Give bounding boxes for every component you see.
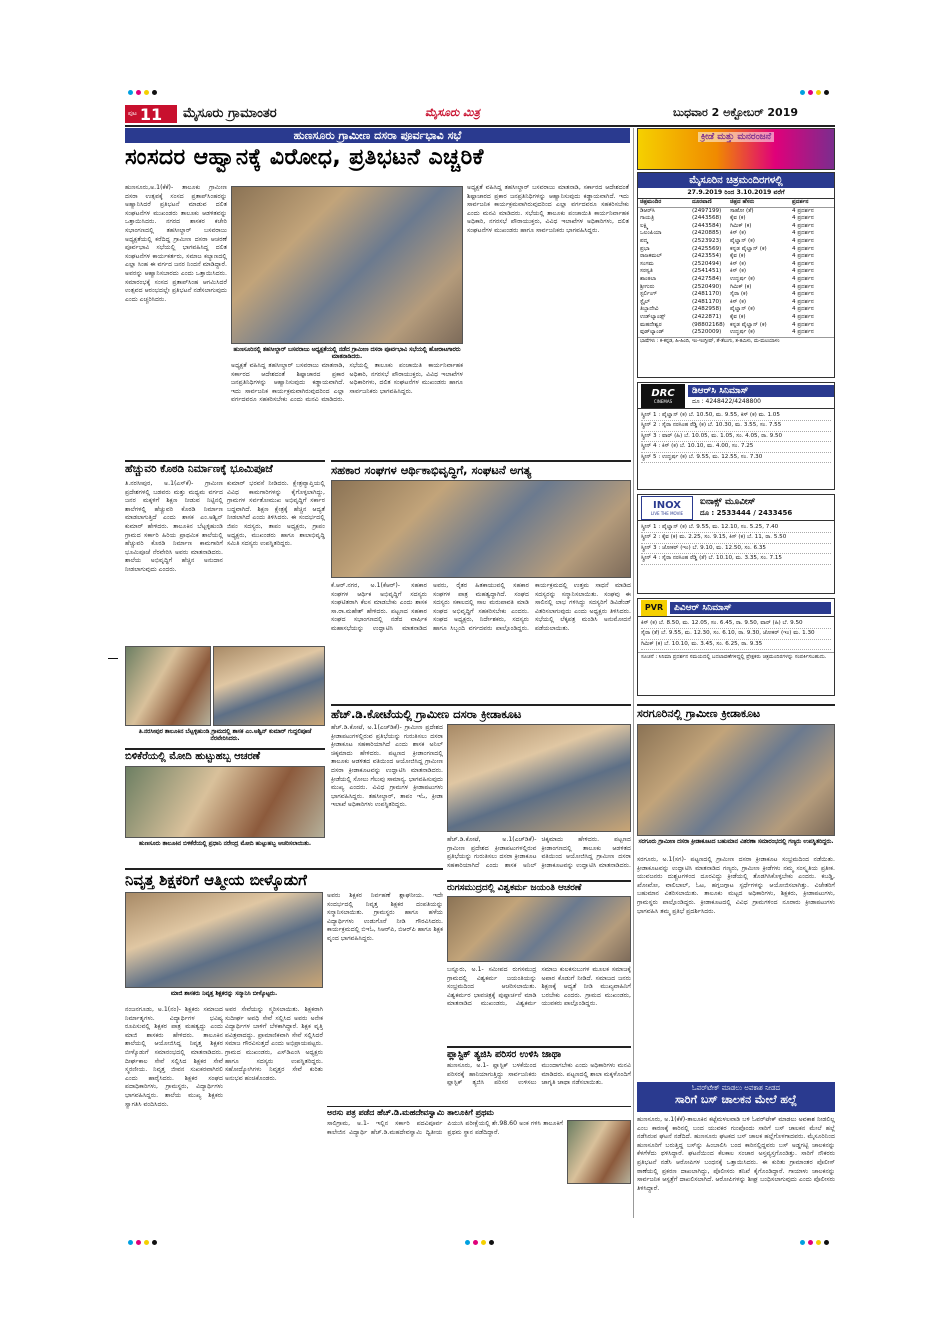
cinema-theatre: ಶಾಂತಲಾ xyxy=(640,275,657,282)
cinema-shows: 4 ಪ್ರದರ್ಶನ xyxy=(792,275,814,282)
hosp-caption: ತಿ.ನರಸೀಪುರ ತಾಲೂಕಿನ ಬೆಟ್ಟಳ್ಳಿಹುಂಡಿ ಗ್ರಾಮದಲ್ಲಿ ಶಾಸಕ ಎಂ.ಅಶ್ವಿನ್ ಕುಮಾರ್ ಗುದ್ದಲಿಪೂಜೆ ನೆರವೇರಿಸಿದರು. xyxy=(138,729,312,743)
drc-showtime-line: ಸ್ಕ್ರೀನ್ 3 : ವಾರ್ (ಹಿ) ಬೆ. 10.05, ಮ. 1.05, ಸಂ. 4.05, ರಾ. 9.50 xyxy=(641,432,831,442)
teachers-headline: ನಿವೃತ್ತ ಶಿಕ್ಷಕರಿಗೆ ಆತ್ಮೀಯ ಬೀಳ್ಕೊಡುಗೆ xyxy=(125,868,443,889)
cinema-theatre: ಸ್ಟರ್ಲಿಂಗ್ xyxy=(640,291,658,298)
cinema-row xyxy=(640,208,832,216)
cinema-phone: (2425569) xyxy=(692,245,722,252)
teachers-body-3: ಅವರು ಶಿಕ್ಷಕರ ನಿರ್ವಹಣೆ ಶ್ಲಾಘನೀಯ. ಇದೇ ಸಂದರ್ಭದಲ್ಲಿ ನಿವೃತ್ತ ಶಿಕ್ಷಕರ ದಂಪತಿಯನ್ನು ಸನ್ಮಾನಿಸಲಾಯಿತು. ಗ್ರಾಮಸ್ಥರು ಹಾಗೂ ಹಳೆಯ ವಿದ್ಯಾರ್ಥಿಗಳು ಉಡುಗೊರೆ ನೀಡಿ ಗೌರವಿಸಿದರು. ಕಾರ್ಯಕ್ರಮದಲ್ಲಿ ಬಿಇಓ, ಸಿಆರ್‌ಪಿ, ಬಿಆರ್‌ಪಿ ಹಾಗೂ ಶಿಕ್ಷಕ ವೃಂದ ಭಾಗವಹಿಸಿದ್ದರು. xyxy=(327,892,443,942)
inox-logo xyxy=(641,496,693,520)
cinema-film: ಕೈವ (ಕ) xyxy=(730,313,746,320)
cinema-theatre: ವುಡ್‌ಲ್ಯಾಂಡ್ xyxy=(640,329,665,336)
sports-banner xyxy=(637,128,835,170)
sargur-headline: ಸರಗೂರಿನಲ್ಲಿ ಗ್ರಾಮೀಣ ಕ್ರೀಡಾಕೂಟ xyxy=(637,704,835,720)
cinema-film: ಕೈವ (ಕ) xyxy=(730,253,746,260)
cinema-film: ಕಿಸ್ (ಕ) xyxy=(730,268,747,275)
cinema-row xyxy=(640,306,832,314)
cinema-theatre: ತಿಬ್ಬಾದೇವಿ xyxy=(640,306,659,313)
cinema-phone: (2497199) xyxy=(692,207,722,214)
cinema-shows: 4 ಪ್ರದರ್ಶನ xyxy=(792,222,814,229)
cinema-film: ಕಿಸ್ (ಕ) xyxy=(730,260,747,267)
cinema-phone: (2520009) xyxy=(692,329,722,336)
teachers-body-2: ಅವರ ಸೇವೆಯನ್ನು ಸ್ಮರಿಸಲಾಯಿತು. ಶಿಕ್ಷಕರಾಗಿ ಸುದೀರ್ಘ ಅವಧಿ ಸೇವೆ ಸಲ್ಲಿಸಿದ ಅವರು ಅನೇಕ ವಿದ್ಯಾರ್ಥಿಗಳ ಬಾಳಿಗೆ ಬೆಳಕಾಗಿದ್ದಾರೆ. ಶಿಕ್ಷಕ ವೃತ್ತಿ ಪವಿತ್ರವಾದದ್ದು. ಪ್ರಾಮಾಣಿಕವಾಗಿ ಸೇವೆ ಸಲ್ಲಿಸಿದರೆ ಸಮಾಜ ಗೌರವಿಸುತ್ತದೆ ಎಂದು ಅಭಿಪ್ರಾಯಪಟ್ಟರು. ಗ್ರಾಮದ ಮುಖಂಡರು, ಎಸ್‌ಡಿಎಂಸಿ ಅಧ್ಯಕ್ಷರು ಹಾಗೂ ಸದಸ್ಯರು ಉಪಸ್ಥಿತರಿದ್ದರು. ಸಹೋದ್ಯೋಗಿಗಳು ನಿವೃತ್ತರ ಸೇವೆ ಕುರಿತು ಅನುಭವ ಹಂಚಿಕೊಂಡರು. xyxy=(225,1006,323,1082)
cinema-listing xyxy=(637,172,835,378)
inox-logo-sub: LIVE THE MOVIE xyxy=(650,510,684,516)
cinema-theatre: ಲಕ್ಷ್ಮಿ xyxy=(640,222,649,229)
cinema-film: ಸಾಹೋ (ತೆ) xyxy=(730,207,754,214)
cinema-rows xyxy=(638,208,834,337)
registration-marks-bottom-mid xyxy=(465,1240,494,1245)
vishwakarma-headline: ರುಗಸಮುದ್ರದಲ್ಲಿ ವಿಶ್ವಕರ್ಮ ಜಯಂತಿ ಆಚರಣೆ xyxy=(447,880,631,893)
cinema-theatre: ಸಂಗಮ xyxy=(640,260,654,267)
crop-mark xyxy=(108,658,118,659)
inox-showtime-line: ಸ್ಕ್ರೀನ್ 1 : ಪೈಲ್ವಾನ್ (ಕ) ಬೆ. 9.55, ಮ. 12.10, ಸಂ. 5.25, 7.40 xyxy=(641,523,831,533)
cinema-shows: 4 ಪ್ರದರ್ಶನ xyxy=(792,321,814,328)
inox-phone: ದೂ : 2533444 / 2433456 xyxy=(700,509,793,517)
cinema-phone: (2520494) xyxy=(692,260,722,267)
cinema-row xyxy=(640,238,832,246)
coop-headline: ಸಹಕಾರ ಸಂಘಗಳ ಆರ್ಥಿಕಾಭಿವೃದ್ಧಿಗೆ, ಸಂಘಟನೆ ಅಗತ್ಯ xyxy=(331,460,631,476)
cinema-theatre: ಪದ್ಮ xyxy=(640,237,648,244)
cinema-film: ಕನ್ನಡ ಪೈಲ್ವಾನ್ (ಕ) xyxy=(730,321,767,328)
hosp-headline: ಹೆಚ್ಚುವರಿ ಕೊಠಡಿ ನಿರ್ಮಾಣಕ್ಕೆ ಭೂಮಿಪೂಜೆ xyxy=(125,460,325,475)
pvr-lines xyxy=(638,617,834,652)
cinema-theatre: ಪ್ರಭಾ xyxy=(640,245,650,252)
cinema-theatre: ಉಡ್‌ಲ್ಯಾಂಡ್ಸ್ xyxy=(640,313,666,320)
bus-headline-box xyxy=(637,1082,835,1112)
cinema-shows: 4 ಪ್ರದರ್ಶನ xyxy=(792,215,814,222)
cinema-row xyxy=(640,276,832,284)
cinema-row xyxy=(640,230,832,238)
cinema-phone: (2482958) xyxy=(692,306,722,313)
sargur-caption: ಸರಗೂರು ಗ್ರಾಮೀಣ ದಸರಾ ಕ್ರೀಡಾಕೂಟದ ಬಹುಮಾನ ವಿತರಣಾ ಸಮಾರಂಭದಲ್ಲಿ ಗಣ್ಯರು ಉಪಸ್ಥಿತರಿದ್ದರು. xyxy=(638,839,834,845)
cinema-theatre: ಸರಸ್ವತಿ xyxy=(640,268,653,275)
cinema-shows: 4 ಪ್ರದರ್ಶನ xyxy=(792,329,814,336)
cinema-shows: 4 ಪ್ರದರ್ಶನ xyxy=(792,230,814,237)
cinema-row xyxy=(640,268,832,276)
cinema-phone: (2443568) xyxy=(692,215,722,222)
teachers-body: ನಂಜನಗೂಡು, ಅ.1(ನಂ)- ಶಿಕ್ಷಕರು ಸಮಾಜದ ನಿರ್ಮಾತೃಗಳು. ವಿದ್ಯಾರ್ಥಿಗಳ ಭವಿಷ್ಯ ರೂಪಿಸುವಲ್ಲಿ ಶಿಕ್ಷಕರ ಪಾತ್ರ ಮಹತ್ವದ್ದು ಎಂದು ಮಾಜಿ ಶಾಸಕರು ಹೇಳಿದರು. ತಾಲೂಕಿನ ಶಾಲೆಯಲ್ಲಿ ಆಯೋಜಿಸಿದ್ದ ನಿವೃತ್ತ ಶಿಕ್ಷಕರ ಬೀಳ್ಕೊಡುಗೆ ಸಮಾರಂಭದಲ್ಲಿ ಮಾತನಾಡಿದರು. ದೀರ್ಘಕಾಲ ಸೇವೆ ಸಲ್ಲಿಸಿದ ಶಿಕ್ಷಕರ ಸೇವೆ ಸ್ಮರಣೀಯ. ನಿವೃತ್ತ ಜೀವನ ಸುಖಕರವಾಗಿರಲಿ ಎಂದು ಹಾರೈಸಿದರು. ಶಿಕ್ಷಕರ ಸಂಘದ ಪದಾಧಿಕಾರಿಗಳು, ಗ್ರಾಮಸ್ಥರು, ವಿದ್ಯಾರ್ಥಿಗಳು ಭಾಗವಹಿಸಿದ್ದರು. ಶಾಲೆಯ ಮುಖ್ಯ ಶಿಕ್ಷಕರು ಸ್ವಾಗತಿಸಿ ವಂದಿಸಿದರು. xyxy=(125,1006,223,1108)
cinema-row xyxy=(640,329,832,337)
pvr-showtime-line: ಕಿಸ್ (ಕ) ಬೆ. 8.50, ಮ. 12.05, ಸಂ. 6.45, ರಾ. 9.50, ವಾರ್ (ಹಿ) ಬೆ. 9.50 xyxy=(641,619,831,629)
lead-body-mid: ಅಧ್ಯಕ್ಷತೆ ವಹಿಸಿದ್ದ ತಹಸೀಲ್ದಾರ್ ಬಸವರಾಜು ಮಾತನಾಡಿ, ಸರ್ಕಾರದ ಆದೇಶದಂತೆ ಶಿಷ್ಟಾಚಾರದ ಪ್ರಕಾರ ಜನಪ್ರತಿನಿಧಿಗಳನ್ನು ಆಹ್ವಾನಿಸುವುದು ಕಡ್ಡಾಯವಾಗಿದೆ. ಇದು ಸಾರ್ವಜನಿಕ ಕಾರ್ಯಕ್ರಮವಾಗಿರುವುದರಿಂದ ಎಲ್ಲಾ ವರ್ಗದವರೂ ಸಹಕರಿಸಬೇಕು ಎಂದು ಮನವಿ ಮಾಡಿದರು. ಸಭೆಯಲ್ಲಿ ತಾಲೂಕು ಪಂಚಾಯಿತಿ ಕಾರ್ಯನಿರ್ವಾಹಕ ಅಧಿಕಾರಿ, ನಗರಸಭೆ ಪೌರಾಯುಕ್ತರು, ವಿವಿಧ ಇಲಾಖೆಗಳ ಅಧಿಕಾರಿಗಳು, ದಲಿತ ಸಂಘಟನೆಗಳ ಮುಖಂಡರು ಹಾಗೂ ಸಾರ್ವಜನಿಕರು ಭಾಗವಹಿಸಿದ್ದರು. xyxy=(231,362,463,404)
cinema-shows: 4 ಪ್ರದರ್ಶನ xyxy=(792,245,814,252)
cinema-row xyxy=(640,246,832,254)
cinema-row xyxy=(640,215,832,223)
drc-logo-sub: CINEMAS xyxy=(653,398,673,404)
bilikere-caption: ಹುಣಸೂರು ತಾಲೂಕಿನ ಬಿಳಿಕೆರೆಯಲ್ಲಿ ಪ್ರಧಾನಿ ನರೇಂದ್ರ ಮೋದಿ ಹುಟ್ಟುಹಬ್ಬ ಆಚರಿಸಲಾಯಿತು. xyxy=(138,841,312,847)
cinema-phone: (2427584) xyxy=(692,275,722,282)
teachers-caption: ಮಾಜಿ ಶಾಸಕರು ನಿವೃತ್ತ ಶಿಕ್ಷಕರನ್ನು ಸನ್ಮಾನಿಸಿ ಬೀಳ್ಕೊಟ್ಟರು. xyxy=(170,991,278,997)
cinema-theatre: ಡಿಆರ್‌ಸಿ xyxy=(640,207,655,214)
plastic-body: ಹುಣಸೂರು, ಅ.1- ಪ್ಲಾಸ್ಟಿಕ್ ಬಳಕೆಯಿಂದ ಪರಿಸರಕ್ಕೆ ಹಾನಿಯಾಗುತ್ತಿದ್ದು ಸಾರ್ವಜನಿಕರು ಪ್ಲಾಸ್ಟಿಕ್ ತ್ಯಜಿಸಿ ಪರಿಸರ ಉಳಿಸಲು ಮುಂದಾಗಬೇಕು ಎಂದು ಅಧಿಕಾರಿಗಳು ಮನವಿ ಮಾಡಿದರು. ಪಟ್ಟಣದಲ್ಲಿ ಶಾಲಾ ಮಕ್ಕಳೊಂದಿಗೆ ಜಾಗೃತಿ ಜಾಥಾ ನಡೆಸಲಾಯಿತು. xyxy=(447,1062,631,1087)
sports-banner-title: ಕ್ರೀಡೆ ಮತ್ತು ಮನರಂಜನೆ xyxy=(698,132,774,142)
cinema-film: ಉದ್ಘರ್ಷ (ಕ) xyxy=(730,275,755,282)
sargur-photo xyxy=(637,724,835,836)
cinema-row xyxy=(640,223,832,231)
pvr-logo: PVR xyxy=(641,600,667,616)
cinema-shows: 4 ಪ್ರದರ್ಶನ xyxy=(792,268,814,275)
cinema-phone: (2523923) xyxy=(692,237,722,244)
cinema-header-row xyxy=(638,199,834,208)
page-label: ಪುಟ xyxy=(128,110,137,117)
cinema-phone: (98802168) xyxy=(692,321,725,328)
drc-logo xyxy=(641,384,685,408)
cinema-phone: (2423554) xyxy=(692,253,722,260)
drc-showtime-line: ಸ್ಕ್ರೀನ್ 2 : ಸೈರಾ ನರಸಿಂಹ ರೆಡ್ಡಿ (ಕ) ಬೆ. 10.30, ಮ. 3.55, ಸಂ. 7.55 xyxy=(641,421,831,431)
cinema-shows: 4 ಪ್ರದರ್ಶನ xyxy=(792,298,814,305)
inox-title: ಐನಾಕ್ಸ್ ಮೂವೀಸ್ xyxy=(700,497,756,507)
hosp-body-2: ಕುಮಾರ್ ಭರವಸೆ ನೀಡಿದರು. ಕ್ಷೇತ್ರವ್ಯಾಪ್ತಿಯಲ್ಲಿ ವಿವಿಧ ಕಾಮಗಾರಿಗಳನ್ನು ಕೈಗೊಳ್ಳಲಾಗಿದ್ದು, ಗ್ರಾಮಗಳ ಸರ್ವತೋಮುಖ ಅಭಿವೃದ್ಧಿಗೆ ಸರ್ಕಾರ ಬದ್ಧವಾಗಿದೆ. ಶಿಕ್ಷಣ ಕ್ಷೇತ್ರಕ್ಕೆ ಹೆಚ್ಚಿನ ಆದ್ಯತೆ ನೀಡಲಾಗಿದೆ ಎಂದು ತಿಳಿಸಿದರು. ಈ ಸಂದರ್ಭದಲ್ಲಿ ಜಿಪಂ ಸದಸ್ಯರು, ತಾಪಂ ಅಧ್ಯಕ್ಷರು, ಗ್ರಾಪಂ ಅಧ್ಯಕ್ಷರು, ಮುಖಂಡರು ಹಾಗೂ ಶಾಲಾಭಿವೃದ್ಧಿ ಸಮಿತಿ ಸದಸ್ಯರು ಉಪಸ್ಥಿತರಿದ್ದರು. xyxy=(227,480,325,548)
cinema-shows: 4 ಪ್ರದರ್ಶನ xyxy=(792,283,814,290)
bilikere-photo xyxy=(125,766,325,838)
cinema-film: ಕಿಸ್ (ಕ) xyxy=(730,298,747,305)
cinema-row xyxy=(640,314,832,322)
inox-lines xyxy=(638,521,834,567)
teachers-photo xyxy=(125,892,323,988)
cinema-range: 27.9.2019 ರಿಂದ 3.10.2019 ವರೆಗೆ xyxy=(638,188,834,199)
lead-caption: ಹುಣಸೂರಿನಲ್ಲಿ ತಹಸೀಲ್ದಾರ್ ಬಸವರಾಜು ಅಧ್ಯಕ್ಷತೆಯಲ್ಲಿ ನಡೆದ ಗ್ರಾಮೀಣ ದಸರಾ ಪೂರ್ವಭಾವಿ ಸಭೆಯಲ್ಲಿ ಹೋರಾಟಗಾರರು ಮಾತನಾಡಿದರು. xyxy=(233,347,461,361)
registration-marks-top-right xyxy=(800,90,829,95)
col-shows: ಪ್ರದರ್ಶನ xyxy=(792,199,809,205)
inox-box xyxy=(637,494,835,594)
lead-kicker: ಹುಣಸೂರು ಗ್ರಾಮೀಣ ದಸರಾ ಪೂರ್ವಭಾವಿ ಸಭೆ xyxy=(125,128,630,143)
cinema-row xyxy=(640,291,832,299)
drc-phone: ದೂ : 4248422/4248800 xyxy=(692,397,762,405)
cinema-film: ಗಿಮಿಕ್ (ಕ) xyxy=(730,283,752,290)
cinema-row xyxy=(640,261,832,269)
inox-logo-text: INOX xyxy=(653,499,681,511)
registration-marks-top-left xyxy=(128,90,157,95)
section-title: ಮೈಸೂರು ಗ್ರಾಮಾಂತರ xyxy=(183,106,277,121)
col-phone: ದೂರವಾಣಿ xyxy=(692,199,712,205)
cinema-title: ಮೈಸೂರಿನ ಚಿತ್ರಮಂದಿರಗಳಲ್ಲಿ xyxy=(638,173,834,188)
vishwakarma-body: ಬನ್ನೂರು, ಅ.1- ಸಮೀಪದ ರುಗಸಮುದ್ರ ಗ್ರಾಮದಲ್ಲಿ ವಿಶ್ವಕರ್ಮ ಜಯಂತಿಯನ್ನು ಸಂಭ್ರಮದಿಂದ ಆಚರಿಸಲಾಯಿತು. ವಿಶ್ವಕರ್ಮರ ಭಾವಚಿತ್ರಕ್ಕೆ ಪುಷ್ಪಾರ್ಚನೆ ಮಾಡಿ ಮಾತನಾಡಿದ ಮುಖಂಡರು, ವಿಶ್ವಕರ್ಮ ಸಮಾಜ ಕುಲಕಸುಬುಗಳ ಮೂಲಕ ಸಮಾಜಕ್ಕೆ ಅಪಾರ ಕೊಡುಗೆ ನೀಡಿದೆ. ಸಮಾಜದ ಜನರು ಶಿಕ್ಷಣಕ್ಕೆ ಆದ್ಯತೆ ನೀಡಿ ಮುಖ್ಯವಾಹಿನಿಗೆ ಬರಬೇಕು ಎಂದರು. ಗ್ರಾಮದ ಮುಖಂಡರು, ಯುವಕರು ಪಾಲ್ಗೊಂಡಿದ್ದರು. xyxy=(447,966,631,1008)
cinema-film: ಪೈಲ್ವಾನ್ (ಕ) xyxy=(730,306,755,313)
hdkote-body-2: ಹೆಚ್.ಡಿ.ಕೋಟೆ, ಅ.1(ಎಚ್‌ಡಿಕೆ)- ಗ್ರಾಮೀಣ ಪ್ರದೇಶದ ಕ್ರೀಡಾಪಟುಗಳಲ್ಲಿರುವ ಪ್ರತಿಭೆಯನ್ನು ಗುರುತಿಸಲು ದಸರಾ ಕ್ರೀಡಾಕೂಟ ಸಹಕಾರಿಯಾಗಿದೆ ಎಂದು ಶಾಸಕ ಅನಿಲ್ ಚಿಕ್ಕಮಾದು ಹೇಳಿದರು. ಪಟ್ಟಣದ ಕ್ರೀಡಾಂಗಣದಲ್ಲಿ ತಾಲೂಕು ಆಡಳಿತದ ವತಿಯಿಂದ ಆಯೋಜಿಸಿದ್ದ ಗ್ರಾಮೀಣ ದಸರಾ ಕ್ರೀಡಾಕೂಟವನ್ನು ಉದ್ಘಾಟಿಸಿ ಮಾತನಾಡಿದರು. xyxy=(447,836,631,869)
cinema-theatre: ಗಾಯತ್ರಿ xyxy=(640,215,655,222)
bilikere-headline: ಬಿಳಿಕೆರೆಯಲ್ಲಿ ಮೋದಿ ಹುಟ್ಟುಹಬ್ಬ ಆಚರಣೆ xyxy=(125,748,325,763)
hdkote-photo xyxy=(447,724,631,832)
cinema-legend: ಭಾಷೆಗಳು : ಕ-ಕನ್ನಡ, ಹಿ-ಹಿಂದಿ, ಇಂ-ಇಂಗ್ಲೀಷ್, ತೆ-ತೆಲುಗು, ತ-ತಮಿಳು, ಮ-ಮಲಯಾಳಂ xyxy=(638,337,834,346)
vishwakarma-photo xyxy=(447,896,631,962)
inox-showtime-line: ಸ್ಕ್ರೀನ್ 3 : ಜೋಕರ್ (ಇಂ) ಬೆ. 9.10, ಮ. 12.50, ಸಂ. 6.35 xyxy=(641,544,831,554)
cinema-phone: (2520490) xyxy=(692,283,722,290)
cinema-film: ಕೈವ (ಕ) xyxy=(730,215,746,222)
coop-body: ಕೆ.ಆರ್.ನಗರ, ಅ.1(ಕೆಆರ್‌)- ಸಹಕಾರ ಸಂಘಗಳ ಆರ್ಥಿಕ ಅಭಿವೃದ್ಧಿಗೆ ಸದಸ್ಯರು ಸಂಘಟಿತರಾಗಿ ಕೆಲಸ ಮಾಡಬೇಕು ಎಂದು ಶಾಸಕ ಸಾ.ರಾ.ಮಹೇಶ್ ಹೇಳಿದರು. ಪಟ್ಟಣದ ಸಹಕಾರ ಸಂಘದ ಸಭಾಂಗಣದಲ್ಲಿ ನಡೆದ ವಾರ್ಷಿಕ ಮಹಾಸಭೆಯನ್ನು ಉದ್ಘಾಟಿಸಿ ಮಾತನಾಡಿದ ಅವರು, ರೈತರ ಹಿತಕಾಯುವಲ್ಲಿ ಸಹಕಾರ ಸಂಘಗಳ ಪಾತ್ರ ಮಹತ್ವದ್ದಾಗಿದೆ. ಸಂಘದ ಸದಸ್ಯರು ಸಕಾಲದಲ್ಲಿ ಸಾಲ ಮರುಪಾವತಿ ಮಾಡಿ ಸಂಘದ ಅಭಿವೃದ್ಧಿಗೆ ಸಹಕರಿಸಬೇಕು ಎಂದರು. ಸಂಘದ ಅಧ್ಯಕ್ಷರು, ನಿರ್ದೇಶಕರು, ಸದಸ್ಯರು ಹಾಗೂ ಸಿಬ್ಬಂದಿ ವರ್ಗದವರು ಪಾಲ್ಗೊಂಡಿದ್ದರು. ಕಾರ್ಯಕ್ರಮದಲ್ಲಿ ಉತ್ತಮ ಸಾಧನೆ ಮಾಡಿದ ಸದಸ್ಯರನ್ನು ಸನ್ಮಾನಿಸಲಾಯಿತು. ಸಂಘವು ಈ ಸಾಲಿನಲ್ಲಿ ಲಾಭ ಗಳಿಸಿದ್ದು ಸದಸ್ಯರಿಗೆ ಡಿವಿಡೆಂಡ್ ವಿತರಿಸಲಾಗುವುದು ಎಂದು ಅಧ್ಯಕ್ಷರು ತಿಳಿಸಿದರು. ಸಭೆಯಲ್ಲಿ ಲೆಕ್ಕಪತ್ರ ಮಂಡಿಸಿ ಅನುಮೋದನೆ ಪಡೆಯಲಾಯಿತು. xyxy=(331,582,631,632)
page-number-badge xyxy=(125,105,177,123)
col-film: ಚಿತ್ರದ ಹೆಸರು xyxy=(730,199,755,205)
newspaper-page xyxy=(125,100,835,1235)
cinema-theatre: ಸ್ಟೈಲ್ xyxy=(640,298,650,305)
page-date: ಬುಧವಾರ 2 ಅಕ್ಟೋಬರ್ 2019 xyxy=(673,106,799,119)
pvr-box xyxy=(637,598,835,696)
sargur-body: ಸರಗೂರು, ಅ.1(ಸಗ)- ಪಟ್ಟಣದಲ್ಲಿ ಗ್ರಾಮೀಣ ದಸರಾ ಕ್ರೀಡಾಕೂಟ ಸಂಭ್ರಮದಿಂದ ನಡೆಯಿತು. ಕ್ರೀಡಾಕೂಟವನ್ನು ಉದ್ಘಾಟಿಸಿ ಮಾತನಾಡಿದ ಗಣ್ಯರು, ಗ್ರಾಮೀಣ ಕ್ರೀಡೆಗಳು ನಮ್ಮ ಸಂಸ್ಕೃತಿಯ ಪ್ರತೀಕ. ಯುವಜನರು ದುಶ್ಚಟಗಳಿಂದ ದೂರವಿದ್ದು ಕ್ರೀಡೆಯಲ್ಲಿ ತೊಡಗಿಸಿಕೊಳ್ಳಬೇಕು ಎಂದರು. ಕಬಡ್ಡಿ, ಖೋಖೋ, ವಾಲಿಬಾಲ್, ಓಟ, ಹಗ್ಗಜಗ್ಗಾಟ ಸ್ಪರ್ಧೆಗಳನ್ನು ಆಯೋಜಿಸಲಾಗಿತ್ತು. ವಿಜೇತರಿಗೆ ಬಹುಮಾನ ವಿತರಿಸಲಾಯಿತು. ತಾಲೂಕು ಮಟ್ಟದ ಅಧಿಕಾರಿಗಳು, ಶಿಕ್ಷಕರು, ಕ್ರೀಡಾಪಟುಗಳು, ಗ್ರಾಮಸ್ಥರು ಪಾಲ್ಗೊಂಡಿದ್ದರು. ಕ್ರೀಡಾಕೂಟದಲ್ಲಿ ವಿವಿಧ ಗ್ರಾಮಗಳಿಂದ ನೂರಾರು ಕ್ರೀಡಾಪಟುಗಳು ಭಾಗವಹಿಸಿ ತಮ್ಮ ಪ್ರತಿಭೆ ಪ್ರದರ್ಶಿಸಿದರು. xyxy=(637,856,835,915)
drc-showtime-line: ಸ್ಕ್ರೀನ್ 5 : ಉದ್ಘರ್ಷ (ಕ) ಬೆ. 9.55, ಮ. 12.55, ಸಂ. 7.30 xyxy=(641,453,831,463)
cinema-shows: 4 ಪ್ರದರ್ಶನ xyxy=(792,260,814,267)
cinema-phone: (2443584) xyxy=(692,222,722,229)
hosp-photo-2 xyxy=(125,646,211,726)
cinema-shows: 4 ಪ್ರದರ್ಶನ xyxy=(792,313,814,320)
header-rule xyxy=(125,125,835,127)
cinema-row xyxy=(640,299,832,307)
cinema-film: ಸೈರಾ (ಕ) xyxy=(730,291,748,298)
registration-marks-bottom-left xyxy=(128,1240,157,1245)
cinema-theatre: ರಾಜಕಮಲ್ xyxy=(640,253,662,260)
lead-body-left: ಹುಣಸೂರು,ಅ.1(ಕೆಕೆ)- ತಾಲೂಕು ಗ್ರಾಮೀಣ ದಸರಾ ಉತ್ಸವಕ್ಕೆ ಸಂಸದ ಪ್ರತಾಪ್‌ಸಿಂಹರನ್ನು ಅಹ್ವಾನಿಸಿದರೆ ಪ್ರತಿಭಟನೆ ಮಾಡುವ ದಲಿತ ಸಂಘಟನೆಗಳ ಮುಖಂಡರು ತಾಲೂಕು ಆಡಳಿತವನ್ನು ಒತ್ತಾಯಿಸಿದರು. ನಗರದ ಶಾಸಕರ ಕಚೇರಿ ಸಭಾಂಗಣದಲ್ಲಿ ತಹಸೀಲ್ದಾರ್ ಬಸವರಾಜು ಅಧ್ಯಕ್ಷತೆಯಲ್ಲಿ ಕರೆದಿದ್ದ ಗ್ರಾಮೀಣ ದಸರಾ ಆಚರಣೆ ಪೂರ್ವಭಾವಿ ಸಭೆಯಲ್ಲಿ ಭಾಗವಹಿಸಿದ್ದ ದಲಿತ ಸಂಘಟನೆಗಳ ಕಾರ್ಯಕರ್ತರು, ಸಮಾಜ ಕಲ್ಯಾಣದಲ್ಲಿ ಎಲ್ಲಾ ಸಿಂಹ ಈ ವರ್ಗದ ಜನರ ನಿಂದನೆ ಮಾಡಿದ್ದಾರೆ. ಅವರನ್ನು ಆಹ್ವಾನಿಸಬಾರದು ಎಂದು ಒತ್ತಾಯಿಸಿದರು. ಸಮಾರಂಭಕ್ಕೆ ಸಂಸದ ಪ್ರತಾಪ್‌ಸಿಂಹ ಆಗಮಿಸಿದರೆ ಉತ್ಸವದ ಆರಂಭದಲ್ಲೇ ಪ್ರತಿಭಟನೆ ನಡೆಸಲಾಗುವುದು ಎಂದು ಎಚ್ಚರಿಸಿದರು. xyxy=(125,184,227,303)
cinema-row xyxy=(640,322,832,330)
cinema-theatre: ಒಲಂಪಿಯಾ xyxy=(640,230,662,237)
cinema-shows: 4 ಪ್ರದರ್ಶನ xyxy=(792,207,814,214)
page-number: 11 xyxy=(139,104,163,124)
bus-headline: ಸಾರಿಗೆ ಬಸ್ ಚಾಲಕನ ಮೇಲೆ ಹಲ್ಲೆ xyxy=(675,1093,797,1106)
drc-box xyxy=(637,382,835,490)
cinema-film: ಉದ್ಘರ್ಷ (ಕ) xyxy=(730,329,755,336)
lead-body-right: ಅಧ್ಯಕ್ಷತೆ ವಹಿಸಿದ್ದ ತಹಸೀಲ್ದಾರ್ ಬಸವರಾಜು ಮಾತನಾಡಿ, ಸರ್ಕಾರದ ಆದೇಶದಂತೆ ಶಿಷ್ಟಾಚಾರದ ಪ್ರಕಾರ ಜನಪ್ರತಿನಿಧಿಗಳನ್ನು ಆಹ್ವಾನಿಸುವುದು ಕಡ್ಡಾಯವಾಗಿದೆ. ಇದು ಸಾರ್ವಜನಿಕ ಕಾರ್ಯಕ್ರಮವಾಗಿರುವುದರಿಂದ ಎಲ್ಲಾ ವರ್ಗದವರೂ ಸಹಕರಿಸಬೇಕು ಎಂದು ಮನವಿ ಮಾಡಿದರು. ಸಭೆಯಲ್ಲಿ ತಾಲೂಕು ಪಂಚಾಯಿತಿ ಕಾರ್ಯನಿರ್ವಾಹಕ ಅಧಿಕಾರಿ, ನಗರಸಭೆ ಪೌರಾಯುಕ್ತರು, ವಿವಿಧ ಇಲಾಖೆಗಳ ಅಧಿಕಾರಿಗಳು, ದಲಿತ ಸಂಘಟನೆಗಳ ಮುಖಂಡರು ಹಾಗೂ ಸಾರ್ವಜನಿಕರು ಭಾಗವಹಿಸಿದ್ದರು. xyxy=(467,184,629,234)
cinema-row xyxy=(640,253,832,261)
drc-showtime-line: ಸ್ಕ್ರೀನ್ 1 : ಪೈಲ್ವಾನ್ (ಕ) ಬೆ. 10.50, ಮ. 9.55, ಕಿಸ್ (ಕ) ಮ. 1.05 xyxy=(641,411,831,421)
cinema-shows: 4 ಪ್ರದರ್ಶನ xyxy=(792,291,814,298)
cinema-theatre: ಶ್ರೀಗುರು xyxy=(640,283,655,290)
drc-showtime-line: ಸ್ಕ್ರೀನ್ 4 : ಕಿಸ್ (ಕ) ಬೆ. 10.10, ಮ. 4.00, ಸಂ. 7.25 xyxy=(641,442,831,452)
inox-showtime-line: ಸ್ಕ್ರೀನ್ 2 : ಕೈವ (ಕ) ಮ. 2.25, ಸಂ. 9.15, ಕಿಸ್ (ಕ) ಬೆ. 11, ರಾ. 5.50 xyxy=(641,533,831,543)
cinema-phone: (2420885) xyxy=(692,230,722,237)
col-rule-1 xyxy=(633,128,634,1218)
plastic-headline: ಪ್ಲಾಸ್ಟಿಕ್ ತ್ಯಜಿಸಿ ಪರಿಸರ ಉಳಿಸಿ ಜಾಥಾ xyxy=(447,1046,631,1060)
cinema-shows: 4 ಪ್ರದರ್ಶನ xyxy=(792,306,814,313)
cinema-row xyxy=(640,284,832,292)
cinema-film: ಗಿಮಿಕ್ (ಕ) xyxy=(730,222,752,229)
cinema-shows: 4 ಪ್ರದರ್ಶನ xyxy=(792,253,814,260)
pvr-showtime-line: ಗಿಮಿಕ್ (ಕ) ಬೆ. 10.10, ಮ. 3.45, ಸಂ. 6.25, ರಾ. 9.35 xyxy=(641,640,831,650)
drc-logo-text: DRC xyxy=(651,387,675,399)
cinema-film: ಕಿಸ್ (ಕ) xyxy=(730,230,747,237)
cinema-film: ಪೈಲ್ವಾನ್ (ಕ) xyxy=(730,237,755,244)
pvr-showtime-line: ಸೈರಾ (ತೆ) ಬೆ. 9.55, ಮ. 12.30, ಸಂ. 6.10, ರಾ. 9.30, ಜೋಕರ್ (ಇಂ) ಮ. 1.30 xyxy=(641,629,831,639)
cinema-film: ಕನ್ನಡ ಪೈಲ್ವಾನ್ (ಕ) xyxy=(730,245,767,252)
inox-showtime-line: ಸ್ಕ್ರೀನ್ 4 : ಸೈರಾ ನರಸಿಂಹ ರೆಡ್ಡಿ (ತೆ) ಬೆ. 10.10, ಮ. 3.35, ಸಂ. 7.15 xyxy=(641,554,831,564)
nss-headline: ಅರಸು ಪತ್ರ ಪಡೆದ ಹೆಚ್.ಡಿ.ಮಹದೇವಸ್ವಾಮಿ ತಾಲೂಕಿಗೆ ಪ್ರಥಮ xyxy=(327,1106,631,1117)
cinema-phone: (2481170) xyxy=(692,298,722,305)
page-header xyxy=(125,100,835,126)
nss-body: ಸಾಲಿಗ್ರಾಮ, ಅ.1- ಇಲ್ಲಿನ ಸರ್ಕಾರಿ ಪದವಿಪೂರ್ವ ಕಾಲೇಜಿನ ವಿದ್ಯಾರ್ಥಿ ಹೆಚ್.ಡಿ.ಮಹದೇವಸ್ವಾಮಿ ದ್ವಿತೀಯ ಪಿಯುಸಿ ಪರೀಕ್ಷೆಯಲ್ಲಿ ಶೇ.98.60 ಅಂಕ ಗಳಿಸಿ ತಾಲೂಕಿಗೆ ಪ್ರಥಮ ಸ್ಥಾನ ಪಡೆದಿದ್ದಾರೆ. xyxy=(327,1120,563,1136)
registration-marks-bottom-right xyxy=(800,1240,829,1245)
hosp-photo xyxy=(213,646,325,726)
cinema-phone: (2422871) xyxy=(692,313,722,320)
pvr-note: ಸೂಚನೆ : ಸಿನಿಮಾ ಪ್ರದರ್ಶನ ಸಮಯದಲ್ಲಿ ಬದಲಾವಣೆಗಳಿದ್ದಲ್ಲಿ ಪ್ರೇಕ್ಷಕರು ಚಿತ್ರಮಂದಿರಗಳನ್ನು ಸಂಪರ್ಕಿಸಬಹುದು. xyxy=(638,652,834,662)
col-theatre: ಚಿತ್ರಮಂದಿರ xyxy=(640,199,662,205)
nss-photo xyxy=(567,1120,631,1184)
pvr-title: ಪಿವಿಆರ್ ಸಿನಿಮಾಸ್ xyxy=(670,602,831,614)
drc-lines xyxy=(638,409,834,465)
bus-body: ಹುಣಸೂರು, ಅ.1(ಕೆಕೆ)-ತಾಲೂಕಿನ ಕಟ್ಟೆಮಳಲವಾಡಿ ಬಳಿ ಓವರ್‌ಟೇಕ್ ಮಾಡಲು ಅವಕಾಶ ನೀಡಲಿಲ್ಲ ಎಂಬ ಕಾರಣಕ್ಕೆ ಕಾರಿನಲ್ಲಿ ಬಂದ ಯುವಕರ ಗುಂಪೊಂದು ಸಾರಿಗೆ ಬಸ್ ಚಾಲಕನ ಮೇಲೆ ಹಲ್ಲೆ ನಡೆಸಿರುವ ಘಟನೆ ನಡೆದಿದೆ. ಹುಣಸೂರು ಘಟಕದ ಬಸ್ ಚಾಲಕ ಹಲ್ಲೆಗೊಳಗಾದವರು. ಮೈಸೂರಿನಿಂದ ಹುಣಸೂರಿಗೆ ಬರುತ್ತಿದ್ದ ಬಸ್‌ನ್ನು ಹಿಂಬಾಲಿಸಿ ಬಂದ ಕಾರಿನಲ್ಲಿದ್ದವರು ಬಸ್ ಅಡ್ಡಗಟ್ಟಿ ಚಾಲಕನನ್ನು ಕೆಳಗೆಳೆದು ಥಳಿಸಿದ್ದಾರೆ. ಘಟನೆಯಿಂದ ಕೆಲಕಾಲ ಸಂಚಾರ ಅಸ್ತವ್ಯಸ್ತಗೊಂಡಿತ್ತು. ಸಾರಿಗೆ ನೌಕರರು ಪ್ರತಿಭಟನೆ ನಡೆಸಿ ಆರೋಪಿಗಳ ಬಂಧನಕ್ಕೆ ಒತ್ತಾಯಿಸಿದರು. ಈ ಕುರಿತು ಗ್ರಾಮಾಂತರ ಪೊಲೀಸ್ ಠಾಣೆಯಲ್ಲಿ ಪ್ರಕರಣ ದಾಖಲಾಗಿದ್ದು, ಪೊಲೀಸರು ತನಿಖೆ ಕೈಗೊಂಡಿದ್ದಾರೆ. ಗಾಯಾಳು ಚಾಲಕನನ್ನು ಸಾರ್ವಜನಿಕ ಆಸ್ಪತ್ರೆಗೆ ದಾಖಲಿಸಲಾಗಿದೆ. ಆರೋಪಿಗಳನ್ನು ಶೀಘ್ರ ಬಂಧಿಸಲಾಗುವುದು ಎಂದು ಪೊಲೀಸರು ತಿಳಿಸಿದ್ದಾರೆ. xyxy=(637,1116,835,1192)
hosp-body: ತಿ.ನರಸೀಪುರ, ಅ.1(ಎಸ್‌ಕೆ)- ಗ್ರಾಮೀಣ ಪ್ರದೇಶಗಳಲ್ಲಿ ಬಡವರು ಮತ್ತು ಮಧ್ಯಮ ವರ್ಗದ ಜನರ ಮಕ್ಕಳಿಗೆ ಶಿಕ್ಷಣ ನೀಡುವ ನಿಟ್ಟಿನಲ್ಲಿ ಶಾಲೆಗಳಲ್ಲಿ ಹೆಚ್ಚುವರಿ ಕೊಠಡಿ ನಿರ್ಮಾಣ ಮಾಡಲಾಗುತ್ತಿದೆ ಎಂದು ಶಾಸಕ ಎಂ.ಅಶ್ವಿನ್ ಕುಮಾರ್ ಹೇಳಿದರು. ತಾಲೂಕಿನ ಬೆಟ್ಟಳ್ಳಿಹುಂಡಿ ಗ್ರಾಮದ ಸರ್ಕಾರಿ ಹಿರಿಯ ಪ್ರಾಥಮಿಕ ಶಾಲೆಯಲ್ಲಿ ಹೆಚ್ಚುವರಿ ಕೊಠಡಿ ನಿರ್ಮಾಣ ಕಾಮಗಾರಿಗೆ ಭೂಮಿಪೂಜೆ ನೆರವೇರಿಸಿ ಅವರು ಮಾತನಾಡಿದರು. ಶಾಲೆಯ ಅಭಿವೃದ್ಧಿಗೆ ಹೆಚ್ಚಿನ ಅನುದಾನ ನೀಡಲಾಗುವುದು ಎಂದರು. xyxy=(125,480,223,573)
cinema-phone: (2481170) xyxy=(692,291,722,298)
lead-photo xyxy=(231,186,463,344)
drc-title: ಡಿಆರ್‌ಸಿ ಸಿನಿಮಾಸ್ xyxy=(688,385,834,397)
coop-photo xyxy=(331,480,631,578)
bus-headline-small: ಓವರ್‌ಟೇಕ್ ಮಾಡಲು ಅವಕಾಶ ನೀಡದ xyxy=(692,1084,780,1092)
hdkote-headline: ಹೆಚ್.ಡಿ.ಕೋಟೆಯಲ್ಲಿ ಗ್ರಾಮೀಣ ದಸರಾ ಕ್ರೀಡಾಕೂಟ xyxy=(331,704,631,720)
cinema-theatre: ಮಹದೇಶ್ವರ xyxy=(640,321,662,328)
lead-headline: ಸಂಸದರ ಆಹ್ವಾನಕ್ಕೆ ವಿರೋಧ, ಪ್ರತಿಭಟನೆ ಎಚ್ಚರಿಕೆ xyxy=(125,145,484,170)
masthead: ಮೈಸೂರು ಮಿತ್ರ xyxy=(425,106,480,119)
hdkote-body: ಹೆಚ್.ಡಿ.ಕೋಟೆ, ಅ.1(ಎಚ್‌ಡಿಕೆ)- ಗ್ರಾಮೀಣ ಪ್ರದೇಶದ ಕ್ರೀಡಾಪಟುಗಳಲ್ಲಿರುವ ಪ್ರತಿಭೆಯನ್ನು ಗುರುತಿಸಲು ದಸರಾ ಕ್ರೀಡಾಕೂಟ ಸಹಕಾರಿಯಾಗಿದೆ ಎಂದು ಶಾಸಕ ಅನಿಲ್ ಚಿಕ್ಕಮಾದು ಹೇಳಿದರು. ಪಟ್ಟಣದ ಕ್ರೀಡಾಂಗಣದಲ್ಲಿ ತಾಲೂಕು ಆಡಳಿತದ ವತಿಯಿಂದ ಆಯೋಜಿಸಿದ್ದ ಗ್ರಾಮೀಣ ದಸರಾ ಕ್ರೀಡಾಕೂಟವನ್ನು ಉದ್ಘಾಟಿಸಿ ಮಾತನಾಡಿದರು. ಕ್ರೀಡೆಯಲ್ಲಿ ಸೋಲು ಗೆಲುವು ಸಾಮಾನ್ಯ. ಭಾಗವಹಿಸುವುದು ಮುಖ್ಯ ಎಂದರು. ವಿವಿಧ ಗ್ರಾಮಗಳ ಕ್ರೀಡಾಪಟುಗಳು ಭಾಗವಹಿಸಿದ್ದರು. ತಹಸೀಲ್ದಾರ್, ತಾಪಂ ಇಓ, ಕ್ರೀಡಾ ಇಲಾಖೆ ಅಧಿಕಾರಿಗಳು ಉಪಸ್ಥಿತರಿದ್ದರು. xyxy=(331,724,443,809)
cinema-shows: 4 ಪ್ರದರ್ಶನ xyxy=(792,237,814,244)
cinema-phone: (2541451) xyxy=(692,268,722,275)
